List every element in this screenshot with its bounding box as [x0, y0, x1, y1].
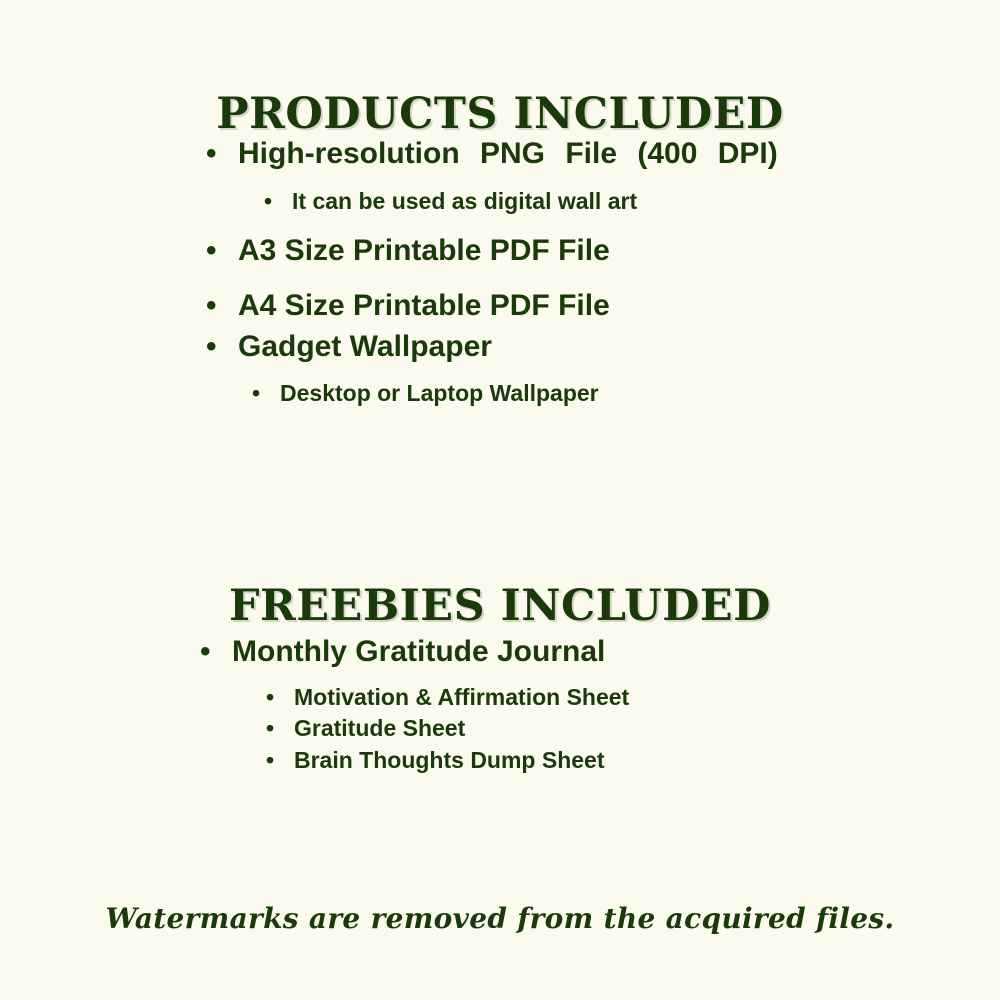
products-section-title: PRODUCTS INCLUDED — [216, 88, 784, 139]
list-item-label: Gadget Wallpaper — [238, 329, 492, 363]
list-item-label: Monthly Gratitude Journal — [232, 635, 606, 668]
list-item-a4-pdf — [198, 288, 838, 325]
freebies-list — [192, 634, 852, 778]
list-item-png-file — [198, 136, 838, 173]
products-list — [198, 136, 838, 411]
bullet-icon: • — [206, 234, 217, 268]
list-item-a3-pdf — [198, 233, 838, 270]
bullet-icon: • — [264, 187, 273, 214]
list-item-desktop-laptop-wallpaper — [246, 379, 838, 408]
list-item-label: High-resolution PNG File (400 DPI) — [238, 137, 778, 170]
list-item-gadget-wallpaper — [198, 329, 838, 366]
freebies-journal-sublist — [260, 683, 852, 775]
list-item-label: A3 Size Printable PDF File — [238, 234, 610, 268]
bullet-icon: • — [266, 715, 275, 742]
list-item-motivation-affirmation-sheet — [260, 683, 852, 712]
bullet-icon: • — [252, 380, 261, 407]
list-item-label: A4 Size Printable PDF File — [238, 288, 610, 322]
watermark-note: Watermarks are removed from the acquired files. — [105, 902, 895, 935]
list-item-gratitude-sheet — [260, 714, 852, 743]
freebies-level1-list — [192, 634, 852, 671]
list-item-label: Brain Thoughts Dump Sheet — [294, 747, 605, 774]
list-item-label: Motivation & Affirmation Sheet — [294, 683, 630, 710]
products-gadget-sublist — [246, 379, 838, 408]
products-png-sublist — [258, 187, 838, 216]
freebies-section-title: FREEBIES INCLUDED — [229, 580, 771, 631]
products-level1-list — [198, 136, 838, 173]
bullet-icon: • — [206, 329, 217, 363]
bullet-icon: • — [206, 137, 217, 170]
list-item-digital-wall-art — [258, 187, 838, 216]
list-item-label: Desktop or Laptop Wallpaper — [280, 380, 599, 407]
list-item-brain-thoughts-dump-sheet — [260, 746, 852, 775]
bullet-icon: • — [206, 288, 217, 322]
bullet-icon: • — [266, 683, 275, 710]
products-level1-list-continued — [198, 233, 838, 365]
bullet-icon: • — [200, 635, 211, 668]
list-item-label: Gratitude Sheet — [294, 715, 466, 742]
list-item-gratitude-journal — [192, 634, 852, 671]
bullet-icon: • — [266, 747, 275, 774]
list-item-label: It can be used as digital wall art — [292, 187, 638, 214]
